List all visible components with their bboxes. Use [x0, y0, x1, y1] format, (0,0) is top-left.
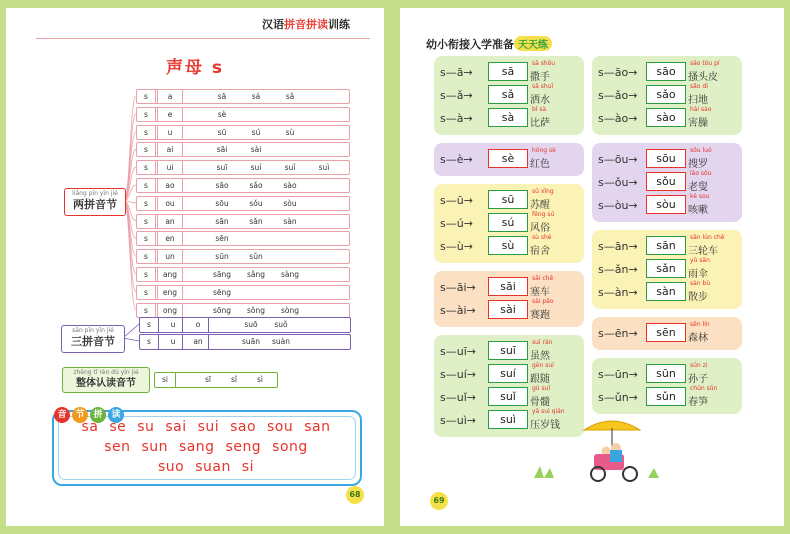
word-hanzi: 搔头皮 — [688, 72, 718, 83]
syllable-cell: sān — [215, 216, 229, 226]
formula: s—ǔn→ — [598, 391, 638, 404]
formula: s—ān→ — [598, 240, 638, 253]
syllable-cell: suì — [318, 163, 330, 173]
syllable-cell: suǐ — [284, 163, 296, 173]
word-hanzi: 苏醒 — [530, 200, 550, 211]
word-hanzi: 塞车 — [530, 287, 550, 298]
final-cell: en — [157, 232, 183, 245]
word-pinyin: gǔ suǐ — [532, 385, 551, 392]
syllable-cell: sào — [283, 181, 297, 190]
syllable-box: sǒu — [646, 172, 686, 191]
initial-cell: s — [137, 215, 156, 228]
syllable-box: sǔn — [646, 387, 686, 406]
practice-card — [434, 271, 584, 327]
initial-cell: s — [137, 179, 156, 192]
syllable-word: sa — [81, 419, 99, 435]
final-cell: u — [157, 126, 183, 139]
word-pinyin: sōu luó — [690, 147, 712, 154]
syllable-cell: sāng — [212, 270, 232, 279]
page-header — [426, 36, 552, 52]
word-hanzi: 骨髓 — [530, 397, 550, 408]
header-text: 幼小衔接入学准备 — [426, 38, 514, 51]
badge-char: 节 — [72, 407, 88, 423]
practice-card — [434, 56, 584, 135]
formula: s—ào→ — [598, 112, 638, 125]
syllable-cell: sòng — [280, 305, 299, 315]
syllable-cell: sǔn — [249, 252, 263, 262]
word-pinyin: sàn bù — [690, 280, 711, 287]
syllable-cell: sǎo — [249, 181, 263, 190]
word-pinyin: sāo tóu pí — [690, 60, 720, 67]
word-pinyin: yǔ sǎn — [690, 257, 710, 264]
word-hanzi: 洒水 — [530, 95, 550, 106]
formula: s—ǎn→ — [598, 263, 638, 276]
word-hanzi: 红色 — [530, 159, 550, 170]
practice-row — [440, 277, 580, 299]
word-pinyin: sǎ shuǐ — [532, 83, 554, 90]
syllable-word: su — [137, 419, 155, 435]
formula: s—òu→ — [598, 199, 638, 212]
practice-row — [598, 323, 738, 345]
word-hanzi: 害臊 — [688, 118, 708, 129]
initial-cell: s — [137, 108, 156, 121]
syllable-word: song — [272, 439, 308, 455]
practice-card — [434, 184, 584, 263]
formula: s—uī→ — [440, 345, 476, 358]
part-cell: s — [140, 318, 159, 332]
practice-row — [440, 190, 580, 212]
word-hanzi: 虽然 — [530, 351, 550, 362]
word-hanzi: 宿舍 — [530, 246, 550, 257]
badge-char: 拼 — [90, 407, 106, 423]
bracket-line — [124, 114, 136, 201]
word-hanzi: 森林 — [688, 333, 708, 344]
practice-row — [598, 387, 738, 409]
formula: s—à→ — [440, 112, 473, 125]
word-pinyin: chūn sǔn — [690, 385, 718, 392]
whole-syllable-tone-4: sì — [257, 375, 263, 384]
two-spell-row — [136, 214, 350, 229]
part-cell: u — [164, 318, 183, 332]
final-cell: ao — [157, 179, 183, 192]
word-hanzi: 风俗 — [530, 223, 550, 234]
word-pinyin: gēn suí — [532, 362, 554, 369]
practice-row — [598, 364, 738, 386]
formula: s—ú→ — [440, 217, 473, 230]
syllable-cell: suō — [244, 320, 258, 329]
two-spell-row — [136, 231, 350, 246]
two-spell-label: 两拼音节 — [73, 198, 117, 211]
two-spell-row — [136, 89, 350, 104]
practice-card — [592, 143, 742, 222]
syllable-word: suo — [158, 459, 185, 475]
word-pinyin: fēng sú — [532, 211, 555, 218]
syllable-cell: suǒ — [274, 320, 288, 329]
syllable-word: sen — [104, 439, 131, 455]
word-pinyin: sēn lín — [690, 321, 710, 328]
practice-row — [598, 62, 738, 84]
syllable-word: sang — [178, 439, 215, 455]
syllable-box: sūn — [646, 364, 686, 383]
syllable-cell: sàn — [283, 216, 297, 226]
word-pinyin: lǎo sǒu — [690, 170, 712, 177]
two-spell-row — [136, 196, 350, 211]
word-pinyin: sǎo dì — [690, 83, 708, 90]
formula: s—ā→ — [440, 66, 473, 79]
two-spell-row — [136, 160, 350, 175]
bracket-line — [123, 338, 139, 341]
initial-cell: s — [137, 197, 156, 210]
practice-card — [592, 358, 742, 414]
syllable-box: sàn — [646, 282, 686, 301]
syllable-cell: sū — [217, 127, 227, 137]
two-spell-row — [136, 125, 350, 140]
syllable-box: sào — [646, 108, 686, 127]
syllable-box: sāi — [488, 277, 528, 296]
syllable-cell: sàng — [280, 270, 300, 279]
word-hanzi: 咳嗽 — [688, 205, 708, 216]
formula: s—ūn→ — [598, 368, 638, 381]
formula: s—ǎ→ — [440, 89, 473, 102]
syllable-word: sao — [230, 419, 257, 435]
word-hanzi: 赛跑 — [530, 310, 550, 321]
two-spell-row — [136, 142, 350, 157]
practice-row — [598, 85, 738, 107]
left-page — [6, 8, 384, 526]
syllable-cell: sā — [217, 92, 227, 101]
word-hanzi: 扫地 — [688, 95, 708, 106]
initial-cell: s — [137, 232, 156, 245]
word-hanzi: 春笋 — [688, 397, 708, 408]
syllable-cell: sá — [251, 92, 261, 101]
syllable-cell: sài — [250, 145, 262, 155]
formula: s—uǐ→ — [440, 391, 476, 404]
syllable-box: sè — [488, 149, 528, 168]
word-hanzi: 搜罗 — [688, 159, 708, 170]
word-pinyin: sù shè — [532, 234, 552, 241]
practice-row — [440, 85, 580, 107]
syllable-cell: sōu — [215, 198, 229, 208]
word-hanzi: 散步 — [688, 292, 708, 303]
final-cell: eng — [157, 286, 183, 299]
syllable-cell: sǎn — [249, 216, 263, 226]
syllable-cell: suī — [216, 163, 228, 173]
syllable-cell: sè — [217, 109, 227, 119]
two-spell-row — [136, 285, 350, 300]
practice-row — [598, 282, 738, 304]
syllable-cell: sāi — [216, 145, 228, 155]
practice-row — [598, 259, 738, 281]
formula: s—ū→ — [440, 194, 473, 207]
syllable-box: sǎo — [646, 85, 686, 104]
syllable-word: si — [241, 459, 254, 475]
syllable-box: sān — [646, 236, 686, 255]
syllable-cell: sōng — [212, 305, 231, 315]
practice-row — [440, 236, 580, 258]
syllable-box: suī — [488, 341, 528, 360]
syllable-box: sōu — [646, 149, 686, 168]
whole-syllable-label-box — [62, 367, 150, 393]
final-cell: ang — [157, 268, 183, 281]
page-title: 声母 s — [166, 58, 225, 78]
whole-syllable-tone-3: sǐ — [231, 375, 237, 384]
syllable-cell: sūn — [215, 252, 229, 262]
syllable-word: se — [109, 419, 127, 435]
formula: s—ōu→ — [598, 153, 638, 166]
formula: s—ēn→ — [598, 327, 638, 340]
part-cell: o — [188, 318, 209, 332]
word-hanzi: 压岁钱 — [530, 420, 560, 431]
word-pinyin: ké sou — [690, 193, 710, 200]
final-cell: e — [157, 108, 183, 121]
practice-card — [592, 230, 742, 309]
badge-char: 音 — [54, 407, 70, 423]
formula: s—uì→ — [440, 414, 476, 427]
syllable-word: sai — [165, 419, 187, 435]
part-cell: an — [188, 335, 209, 349]
word-pinyin: sāi chē — [532, 275, 554, 282]
formula: s—āi→ — [440, 281, 476, 294]
word-hanzi: 跟随 — [530, 374, 550, 385]
two-spell-row — [136, 267, 350, 282]
practice-row — [598, 149, 738, 171]
word-pinyin: sài pǎo — [532, 298, 554, 305]
tricycle-illustration — [530, 418, 670, 488]
three-spell-pinyin: sān pīn yīn jié — [72, 327, 114, 334]
practice-card — [592, 56, 742, 135]
initial-cell: s — [137, 250, 156, 263]
practice-row — [440, 364, 580, 386]
page-number: 68 — [346, 486, 364, 504]
word-pinyin: suī rán — [532, 339, 553, 346]
badge-char: 读 — [108, 407, 124, 423]
two-spell-row — [136, 249, 350, 264]
syllable-word: sui — [197, 419, 220, 435]
syllable-box: sù — [488, 236, 528, 255]
formula: s—ǎo→ — [598, 89, 638, 102]
right-page — [400, 8, 784, 526]
final-cell: ai — [157, 143, 183, 156]
syllable-box: suí — [488, 364, 528, 383]
syllable-box: sāo — [646, 62, 686, 81]
formula: s—uí→ — [440, 368, 476, 381]
part-cell: u — [164, 335, 183, 349]
whole-syllable-pinyin: zhěng tǐ rèn dú yīn jié — [73, 369, 139, 376]
syllable-cell: suàn — [271, 337, 290, 346]
syllable-box: sǎ — [488, 85, 528, 104]
practice-row — [598, 236, 738, 258]
syllable-box: sǎn — [646, 259, 686, 278]
syllable-box: sú — [488, 213, 528, 232]
word-hanzi: 撒手 — [530, 72, 550, 83]
bracket-line — [124, 201, 136, 292]
page-number: 69 — [430, 492, 448, 510]
initial-cell: s — [137, 143, 156, 156]
practice-row — [598, 195, 738, 217]
syllable-box: sēn — [646, 323, 686, 342]
word-pinyin: yā suì qián — [532, 408, 565, 415]
syllable-cell: sāo — [215, 181, 229, 190]
practice-row — [440, 341, 580, 363]
final-cell: a — [157, 90, 183, 103]
syllable-line — [56, 459, 356, 475]
header-tag: 天天练 — [514, 36, 552, 51]
two-spell-pinyin: liǎng pīn yīn jié — [72, 190, 118, 197]
word-hanzi: 孙子 — [688, 374, 708, 385]
word-hanzi: 三轮车 — [688, 246, 718, 257]
syllable-box: suì — [488, 410, 528, 429]
word-pinyin: hóng sè — [532, 147, 556, 154]
final-cell: ui — [157, 161, 183, 174]
syllable-cell: sòu — [283, 198, 297, 208]
word-pinyin: bǐ sà — [532, 106, 547, 113]
syllable-line — [56, 439, 356, 455]
whole-syllable-label: 整体认读音节 — [76, 378, 136, 389]
practice-row — [598, 172, 738, 194]
syllable-word: san — [304, 419, 331, 435]
syllable-word: sun — [141, 439, 168, 455]
word-pinyin: sān lún chē — [690, 234, 725, 241]
syllable-box: sài — [488, 300, 528, 319]
whole-syllable-initial: si — [155, 373, 176, 387]
syllable-cell: suān — [241, 337, 260, 346]
syllable-word: seng — [225, 439, 262, 455]
practice-row — [440, 62, 580, 84]
syllable-box: sū — [488, 190, 528, 209]
whole-syllable-row — [154, 372, 278, 388]
final-cell: ong — [157, 304, 183, 317]
syllable-line — [56, 419, 356, 435]
practice-row — [440, 300, 580, 322]
syllable-box: sā — [488, 62, 528, 81]
word-hanzi: 老叟 — [688, 182, 708, 193]
formula: s—àn→ — [598, 286, 638, 299]
syllable-cell: sǎng — [246, 270, 266, 279]
word-hanzi: 比萨 — [530, 118, 550, 129]
syllable-cell: sǒng — [246, 305, 265, 315]
page-header-title: 汉语拼音拼读训练 — [262, 18, 350, 31]
final-cell: an — [157, 215, 183, 228]
practice-row — [440, 108, 580, 130]
practice-row — [440, 149, 580, 171]
two-spell-row — [136, 178, 350, 193]
word-pinyin: sūn zi — [690, 362, 708, 369]
bracket-line — [123, 324, 139, 338]
word-pinyin: hài sào — [690, 106, 712, 113]
two-spell-row — [136, 107, 350, 122]
syllable-cell: suí — [250, 163, 262, 173]
syllable-word: sou — [267, 419, 294, 435]
practice-card — [592, 317, 742, 350]
syllable-cell: sǒu — [249, 198, 263, 208]
final-cell: ou — [157, 197, 183, 210]
word-pinyin: sū xǐng — [532, 188, 554, 195]
three-spell-label-box — [61, 325, 125, 353]
three-spell-row — [139, 334, 351, 350]
practice-row — [598, 108, 738, 130]
final-cell: un — [157, 250, 183, 263]
three-spell-row — [139, 317, 351, 333]
two-spell-row — [136, 303, 350, 318]
initial-cell: s — [137, 286, 156, 299]
syllable-box: suǐ — [488, 387, 528, 406]
syllable-cell: sǎ — [285, 92, 295, 101]
formula: s—è→ — [440, 153, 473, 166]
syllable-box: sòu — [646, 195, 686, 214]
practice-card — [434, 143, 584, 176]
syllable-cell: sù — [285, 127, 295, 137]
initial-cell: s — [137, 304, 156, 317]
initial-cell: s — [137, 90, 156, 103]
practice-row — [440, 387, 580, 409]
formula: s—ài→ — [440, 304, 476, 317]
initial-cell: s — [137, 268, 156, 281]
syllable-cell: sēn — [215, 234, 229, 244]
formula: s—ǒu→ — [598, 176, 638, 189]
part-cell: s — [140, 335, 159, 349]
two-spell-label-box — [64, 188, 126, 216]
formula: s—āo→ — [598, 66, 638, 79]
practice-row — [440, 213, 580, 235]
initial-cell: s — [137, 161, 156, 174]
word-hanzi: 雨伞 — [688, 269, 708, 280]
syllable-cell: sú — [251, 127, 261, 137]
whole-syllable-tone-1: sī — [205, 375, 211, 384]
syllable-word: suan — [195, 459, 231, 475]
three-spell-label: 三拼音节 — [71, 335, 115, 348]
initial-cell: s — [137, 126, 156, 139]
word-pinyin: sā shǒu — [532, 60, 556, 67]
syllable-cell: sēng — [212, 287, 232, 297]
formula: s—ù→ — [440, 240, 473, 253]
syllable-box: sà — [488, 108, 528, 127]
